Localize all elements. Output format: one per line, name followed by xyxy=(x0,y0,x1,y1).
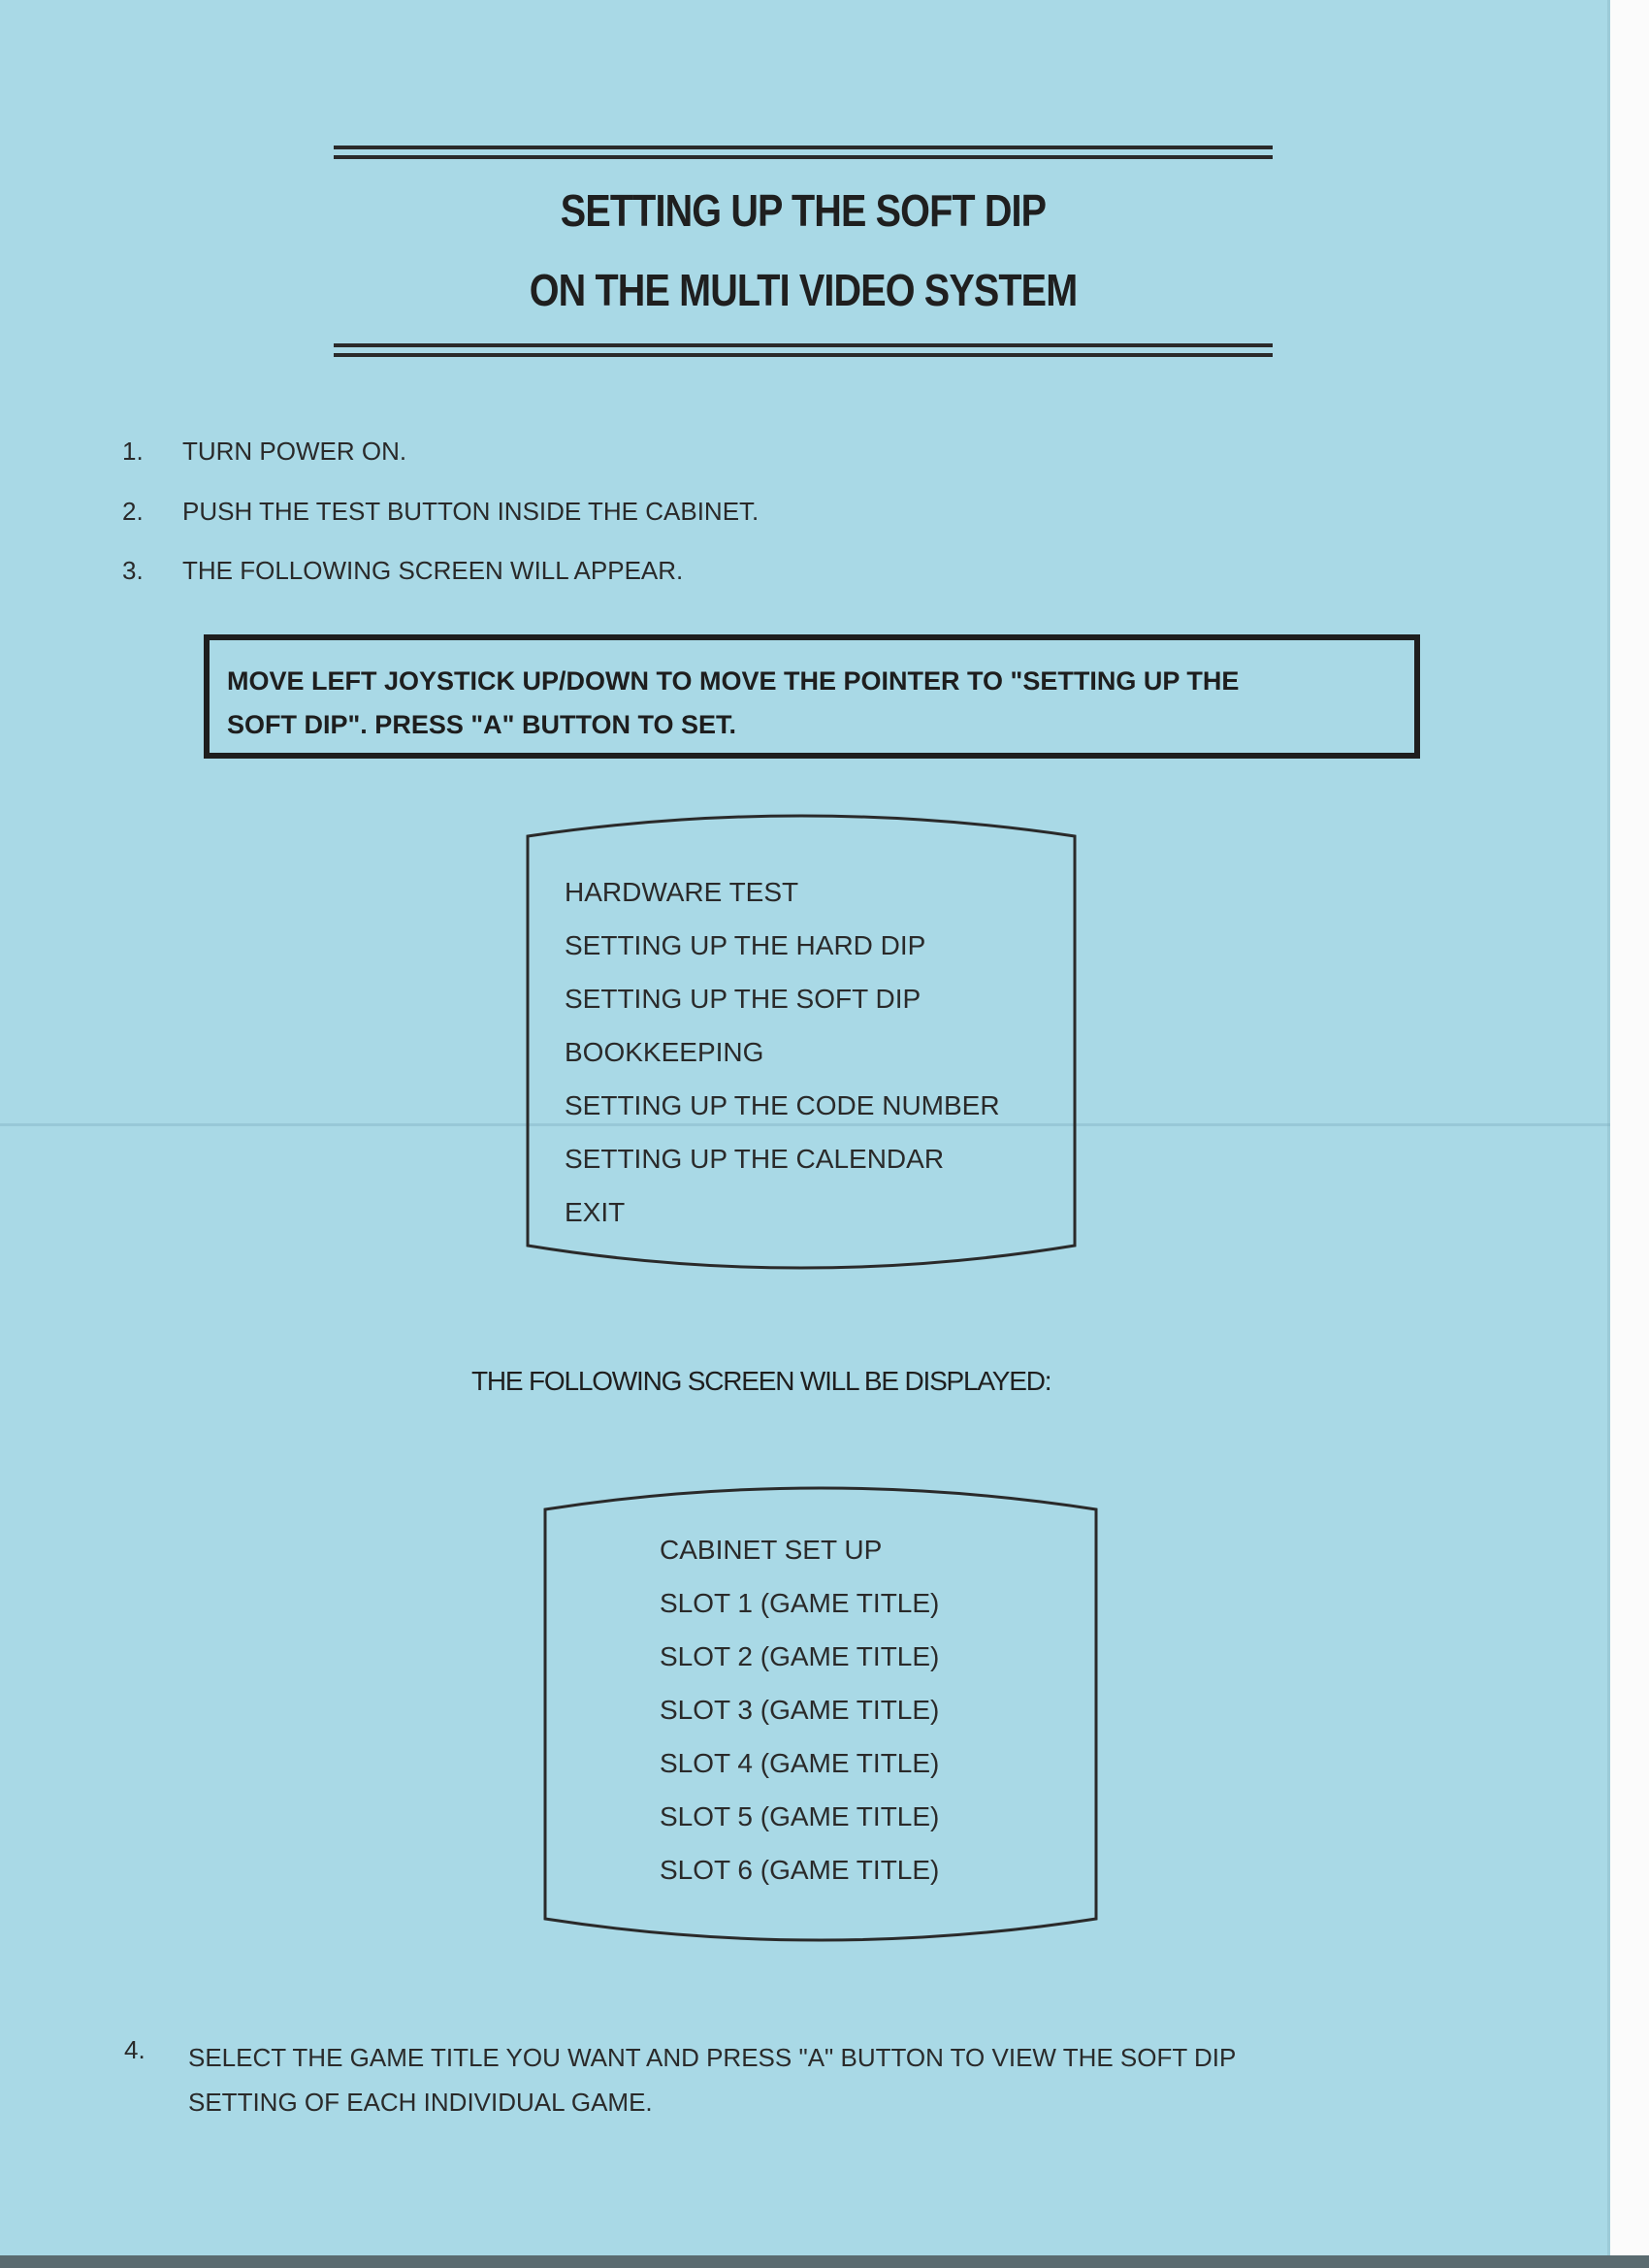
menu-item-hardware-test: HARDWARE TEST xyxy=(565,877,799,907)
menu-item-hard-dip: SETTING UP THE HARD DIP xyxy=(565,930,926,960)
menu-item-calendar: SETTING UP THE CALENDAR xyxy=(565,1144,945,1174)
page-title-line-2: ON THE MULTI VIDEO SYSTEM xyxy=(529,265,1078,315)
menu-item-slot-4: SLOT 4 (GAME TITLE) xyxy=(660,1748,940,1778)
menu-item-soft-dip: SETTING UP THE SOFT DIP xyxy=(565,984,922,1014)
menu-item-slot-5: SLOT 5 (GAME TITLE) xyxy=(660,1801,940,1831)
step-text: TURN POWER ON. xyxy=(182,437,407,466)
menu-item-code-number: SETTING UP THE CODE NUMBER xyxy=(565,1090,1000,1120)
menu-screen-diagram xyxy=(522,807,1081,1277)
scan-bottom-edge xyxy=(0,2255,1649,2268)
menu-item-cabinet-setup: CABINET SET UP xyxy=(660,1535,883,1565)
page-title-line-1: SETTING UP THE SOFT DIP xyxy=(560,185,1047,236)
slot-screen-diagram xyxy=(541,1480,1100,1946)
step-4-line-1: SELECT THE GAME TITLE YOU WANT AND PRESS "A" BUTTON TO VIEW THE SOFT DIP xyxy=(188,2043,1237,2072)
screen-caption: THE FOLLOWING SCREEN WILL BE DISPLAYED: xyxy=(471,1366,1051,1396)
title-rule-top xyxy=(334,146,1273,159)
step-number: 1. xyxy=(122,437,144,466)
step-number: 3. xyxy=(122,556,144,585)
step-text xyxy=(188,2035,1604,2124)
instruction-line-2: SOFT DIP". PRESS "A" BUTTON TO SET. xyxy=(227,710,736,739)
scan-margin xyxy=(1610,0,1649,2268)
menu-item-slot-1: SLOT 1 (GAME TITLE) xyxy=(660,1588,940,1618)
menu-item-bookkeeping: BOOKKEEPING xyxy=(565,1037,764,1067)
step-number: 4. xyxy=(124,2035,146,2064)
menu-item-slot-2: SLOT 2 (GAME TITLE) xyxy=(660,1641,940,1671)
step-4-line-2: SETTING OF EACH INDIVIDUAL GAME. xyxy=(188,2088,653,2117)
instruction-line-1: MOVE LEFT JOYSTICK UP/DOWN TO MOVE THE POINTER TO "SETTING UP THE xyxy=(227,666,1240,696)
step-text: PUSH THE TEST BUTTON INSIDE THE CABINET. xyxy=(182,497,760,526)
step-text: THE FOLLOWING SCREEN WILL APPEAR. xyxy=(182,556,684,585)
step-number: 2. xyxy=(122,497,144,526)
instruction-box xyxy=(204,634,1420,759)
menu-item-slot-6: SLOT 6 (GAME TITLE) xyxy=(660,1855,940,1885)
menu-item-slot-3: SLOT 3 (GAME TITLE) xyxy=(660,1695,940,1725)
menu-item-exit: EXIT xyxy=(565,1197,626,1227)
title-rule-bottom xyxy=(334,343,1273,357)
